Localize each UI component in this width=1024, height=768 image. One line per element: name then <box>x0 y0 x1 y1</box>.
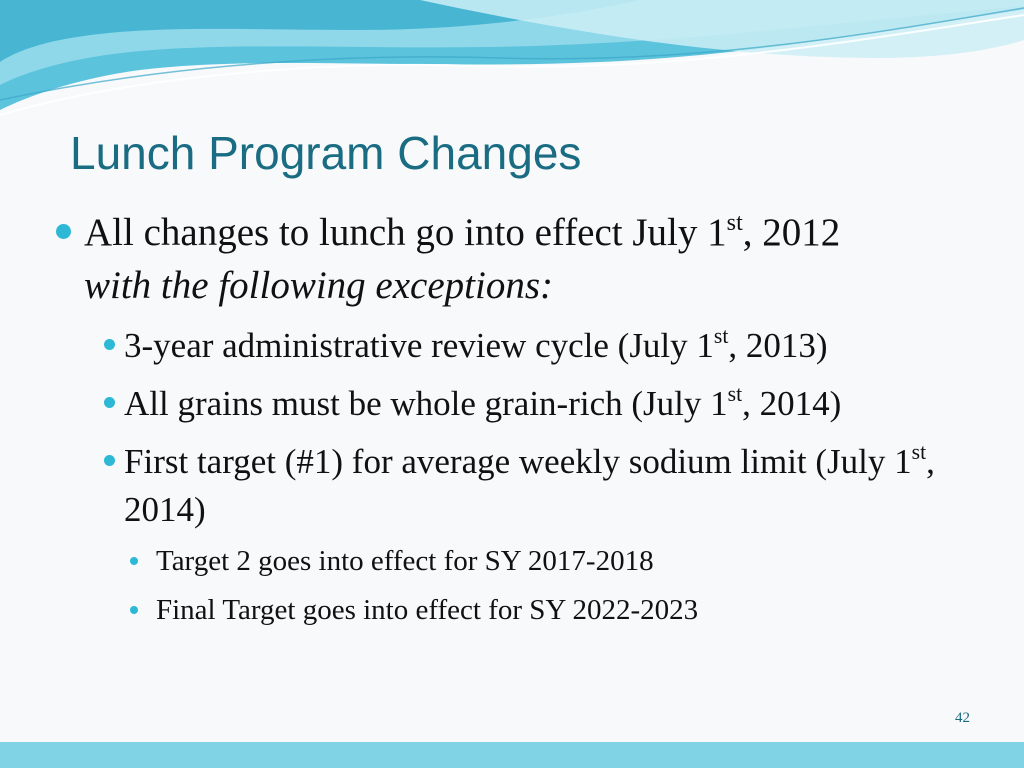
sub-sub-bullet <box>156 591 986 629</box>
sub-bullet-date: , 2014) <box>124 442 935 529</box>
bullet-icon <box>56 224 71 239</box>
bullet-icon <box>104 339 115 350</box>
page-number: 42 <box>955 710 970 726</box>
ordinal-suffix: st <box>911 440 927 465</box>
ordinal-suffix: st <box>726 208 743 236</box>
main-bullet <box>84 206 994 312</box>
sub-bullet-text: 3-year administrative review cycle (July 1 <box>124 326 714 365</box>
header-wave-decoration <box>0 0 1024 130</box>
footer-bar <box>0 742 1024 768</box>
sub-sub-bullet <box>156 542 986 580</box>
main-bullet-italic: with the following exceptions: <box>84 264 554 307</box>
sub-bullet-date: , 2014) <box>742 384 842 423</box>
bullet-icon <box>130 557 138 565</box>
sub-sub-bullet-text: Target 2 goes into effect for SY 2017-2018 <box>156 545 654 577</box>
main-bullet-year: , 2012 <box>742 211 841 254</box>
slide-title: Lunch Program Changes <box>70 127 582 179</box>
bullet-icon <box>104 455 115 466</box>
sub-sub-bullet-text: Final Target goes into effect for SY 2022-2023 <box>156 594 699 626</box>
bullet-icon <box>104 397 115 408</box>
sub-bullet <box>124 322 994 370</box>
sub-bullet <box>124 438 944 534</box>
ordinal-suffix: st <box>713 324 729 349</box>
sub-bullet-date: , 2013) <box>728 326 828 365</box>
sub-bullet-text: All grains must be whole grain-rich (July 1 <box>124 384 728 423</box>
ordinal-suffix: st <box>727 382 743 407</box>
sub-bullet <box>124 380 994 428</box>
main-bullet-text: All changes to lunch go into effect July 1 <box>84 211 727 254</box>
bullet-icon <box>130 606 138 614</box>
sub-bullet-text: First target (#1) for average weekly sodium limit (July 1 <box>124 442 912 481</box>
